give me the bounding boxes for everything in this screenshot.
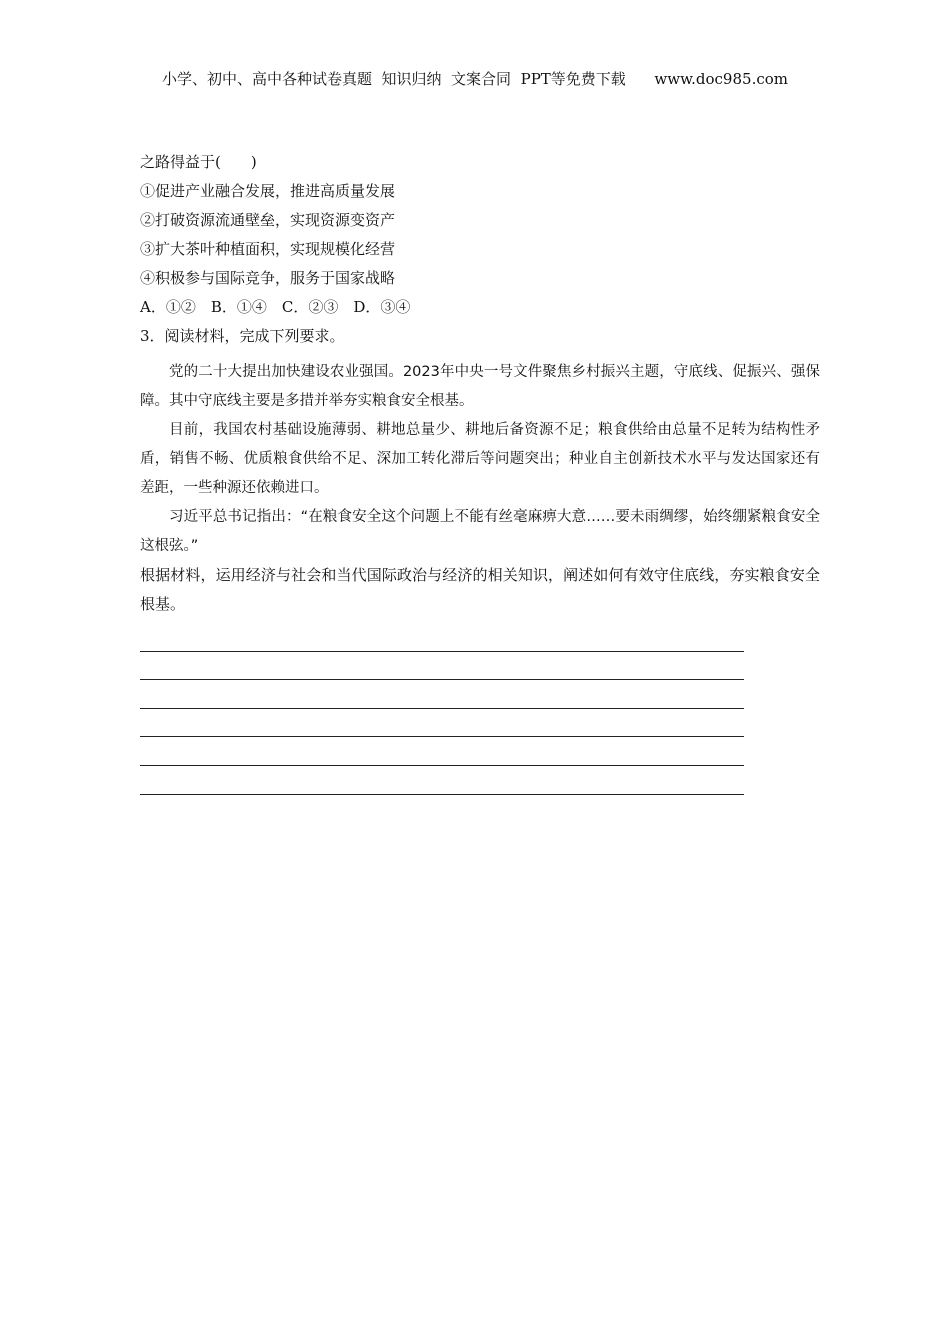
answer-line: [140, 680, 744, 709]
material-paragraph-3: 习近平总书记指出：“在粮食安全这个问题上不能有丝毫麻痹大意……要未雨绸缪，始终绷紧粮食安全这根弦。”: [140, 509, 820, 554]
answer-area: [140, 623, 744, 795]
option-3: ③扩大茶叶种植面积，实现规模化经营: [140, 240, 396, 258]
answer-line: [140, 652, 744, 681]
answer-line: [140, 623, 744, 652]
question-3-title: 3．阅读材料，完成下列要求。: [140, 327, 345, 345]
option-2: ②打破资源流通壁垒，实现资源变资产: [140, 211, 396, 229]
question-stem-continuation: 之路得益于( ): [140, 153, 257, 171]
material-paragraph-1: 党的二十大提出加快建设农业强国。2023年中央一号文件聚焦乡村振兴主题，守底线、促振兴、强保障。其中守底线主要是多措并举夯实粮食安全根基。: [140, 364, 820, 409]
answer-line: [140, 709, 744, 738]
option-1: ①促进产业融合发展，推进高质量发展: [140, 182, 396, 200]
option-4: ④积极参与国际竞争，服务于国家战略: [140, 269, 396, 287]
question-requirement: 根据材料，运用经济与社会和当代国际政治与经济的相关知识，阐述如何有效守住底线，夯实粮食安全根基。: [140, 566, 820, 613]
material-paragraph-2: 目前，我国农村基础设施薄弱、耕地总量少、耕地后备资源不足；粮食供给由总量不足转为结构性矛盾，销售不畅、优质粮食供给不足、深加工转化滞后等问题突出；种业自主创新技术水平与发达国家还有差距，一些种源还依赖进口。: [140, 422, 820, 496]
answer-choices: A．①② B．①④ C．②③ D．③④: [140, 298, 411, 316]
answer-line: [140, 766, 744, 795]
answer-line: [140, 737, 744, 766]
question-content: [140, 148, 820, 795]
page-header: 小学、初中、高中各种试卷真题 知识归纳 文案合同 PPT等免费下载 www.doc985.com: [161, 70, 788, 88]
